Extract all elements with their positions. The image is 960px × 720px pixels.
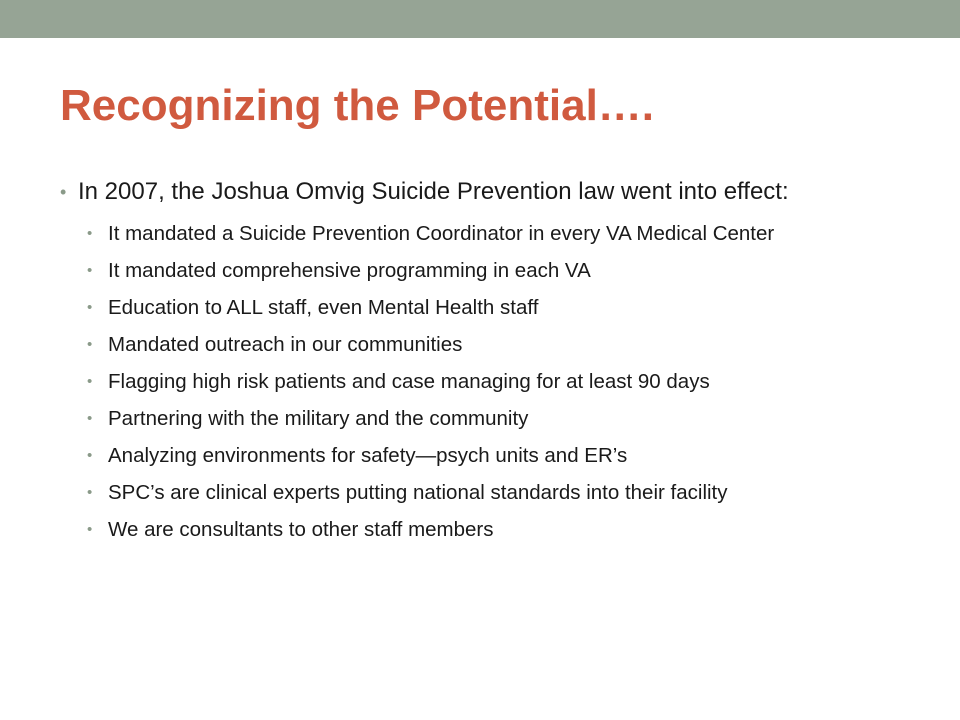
bullet-dot: • [60,182,67,202]
bullet-dot: • [87,373,93,390]
sub-bullet-text: Analyzing environments for safety—psych units and ER’s [108,444,628,467]
slide-title: Recognizing the Potential…. [60,81,655,130]
sub-bullet-text: Partnering with the military and the community [108,407,529,430]
bullet-dot: • [87,521,93,538]
sub-bullet-list [87,220,900,544]
sub-bullet-text: SPC’s are clinical experts putting national standards into their facility [108,481,728,504]
bullet-dot: • [87,225,93,242]
sub-bullet [87,405,900,433]
sub-bullet-text: Education to ALL staff, even Mental Health staff [108,296,539,319]
slide-body [60,174,900,553]
sub-bullet-text: It mandated a Suicide Prevention Coordinator in every VA Medical Center [108,222,775,245]
bullet-text: In 2007, the Joshua Omvig Suicide Prevention law went into effect: [78,178,789,205]
sub-bullet-text: We are consultants to other staff members [108,518,494,541]
sub-bullet-text: It mandated comprehensive programming in each VA [108,259,591,282]
sub-bullet [87,220,900,248]
top-accent-bar [0,0,960,38]
sub-bullet-text: Flagging high risk patients and case managing for at least 90 days [108,370,710,393]
sub-bullet [87,257,900,285]
sub-bullet [87,294,900,322]
sub-bullet [87,331,900,359]
sub-bullet [87,516,900,544]
sub-bullet-text: Mandated outreach in our communities [108,333,463,356]
bullet-dot: • [87,447,93,464]
bullet-dot: • [87,299,93,316]
sub-bullet [87,368,900,396]
bullet-dot: • [87,484,93,501]
sub-bullet [87,479,900,507]
sub-bullet [87,442,900,470]
bullet-level-1 [60,174,900,210]
bullet-dot: • [87,336,93,353]
bullet-dot: • [87,262,93,279]
bullet-dot: • [87,410,93,427]
